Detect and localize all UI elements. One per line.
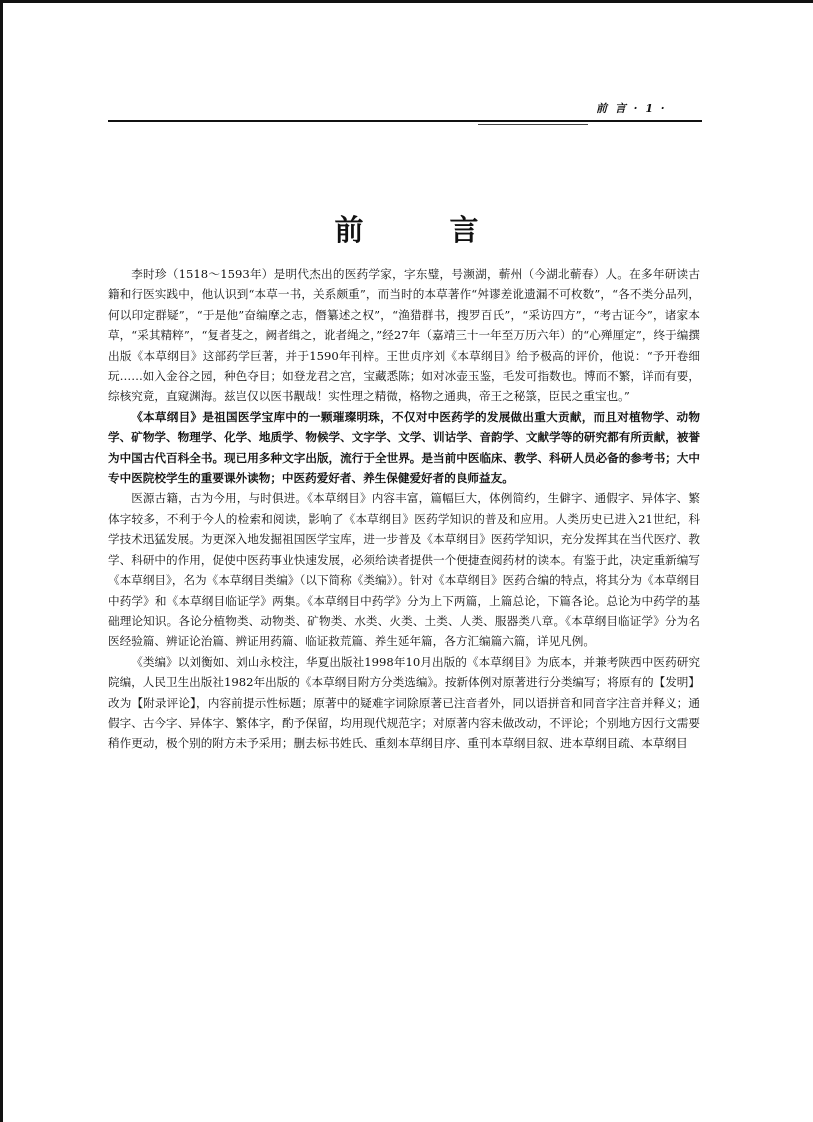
paragraph-2: 《本草纲目》是祖国医学宝库中的一颗璀璨明珠，不仅对中医药学的发展做出重大贡献，而且对植物学、动物学、矿物学、物理学、化学、地质学、物候学、文字学、文学、训诂学、音韵学、文献学等的研究都有所贡献，被誉为中国古代百科全书。现已用多种文字出版，流行于全世界。是当前中医临床、教学、科研人员必备的参考书；大中专中医院校学生的重要课外读物；中医药爱好者、养生保健爱好者的良师益友。 xyxy=(108,409,700,486)
header-rule-thin xyxy=(478,124,588,125)
header-rule xyxy=(108,120,702,122)
scan-border-left xyxy=(0,0,3,1122)
page-title: 前 言 xyxy=(334,213,517,247)
paragraph-1: 李时珍（1518～1593年）是明代杰出的医药学家，字东璧，号濒湖，蕲州（今湖北蕲春）人。在多年研读古籍和行医实践中，他认识到“本草一书，关系颇重”，而当时的本草著作“舛谬差讹遗漏不可枚数”，“各不类分品列，何以印定群疑”，“于是他”奋编摩之志，僭纂述之权”，“渔猎群书，搜罗百氏”，“采访四方”，“考古证今”，诸家本草，“采其精粹”，“复者芟之，阙者缉之，讹者绳之，”经27年（嘉靖三十一年至万历六年）的“心殚厘定”，终于编撰出版《本草纲目》这部药学巨著，并于1590年刊梓。王世贞序刘《本草纲目》给予极高的评价，他说：“予开卷细玩……如入金谷之园，种色夺目；如登龙君之宫，宝藏悉陈；如对冰壶玉鉴，毛发可指数也。博而不繁，详而有要，综核究竟，直窥渊海。兹岂仅以医书觏哉！实性理之精微，格物之通典，帝王之秘箓，臣民之重宝也。” xyxy=(108,267,700,404)
paragraph-3: 医源古籍，古为今用，与时俱进。《本草纲目》内容丰富，篇幅巨大，体例简约，生僻字、通假字、异体字、繁体字较多，不利于今人的检索和阅读，影响了《本草纲目》医药学知识的普及和应用。人类历史已进入21世纪，科学技术迅猛发展。为更深入地发掘祖国医学宝库，进一步普及《本草纲目》医药学知识，充分发挥其在当代医疗、教学、科研中的作用，促使中医药事业快速发展，必须给读者提供一个便捷查阅药材的读本。有鉴于此，决定重新编写《本草纲目》，名为《本草纲目类编》（以下简称《类编》）。针对《本草纲目》医药合编的特点，将其分为《本草纲目中药学》和《本草纲目临证学》两集。《本草纲目中药学》分为上下两篇，上篇总论，下篇各论。总论为中药学的基础理论知识。各论分植物类、动物类、矿物类、水类、火类、土类、人类、服器类八章。《本草纲目临证学》分为名医经验篇、辨证论治篇、辨证用药篇、临证救荒篇、养生延年篇，各方汇编篇六篇，详见凡例。 xyxy=(108,491,700,649)
body-text xyxy=(108,264,700,754)
running-head: 前 言 · 1 · xyxy=(596,102,667,115)
paragraph-4: 《类编》以刘衡如、刘山永校注，华夏出版社1998年10月出版的《本草纲目》为底本，并兼考陕西中医药研究院编，人民卫生出版社1982年出版的《本草纲目附方分类选编》。按新体例对原著进行分类编写；将原有的【发明】改为【附录评论】，内容前提示性标题；原著中的疑难字词除原著已注音者外，同以语拼音和同音字注音并释义；通假字、古今字、异体字、繁体字，酌予保留，均用现代规范字；对原著内容未做改动，不评论；个别地方因行文需要稍作更动，极个别的附方未予采用；删去标书姓氏、重刻本草纲目序、重刊本草纲目叙、进本草纲目疏、本草纲目 xyxy=(108,654,700,751)
scan-border-top xyxy=(0,0,813,3)
